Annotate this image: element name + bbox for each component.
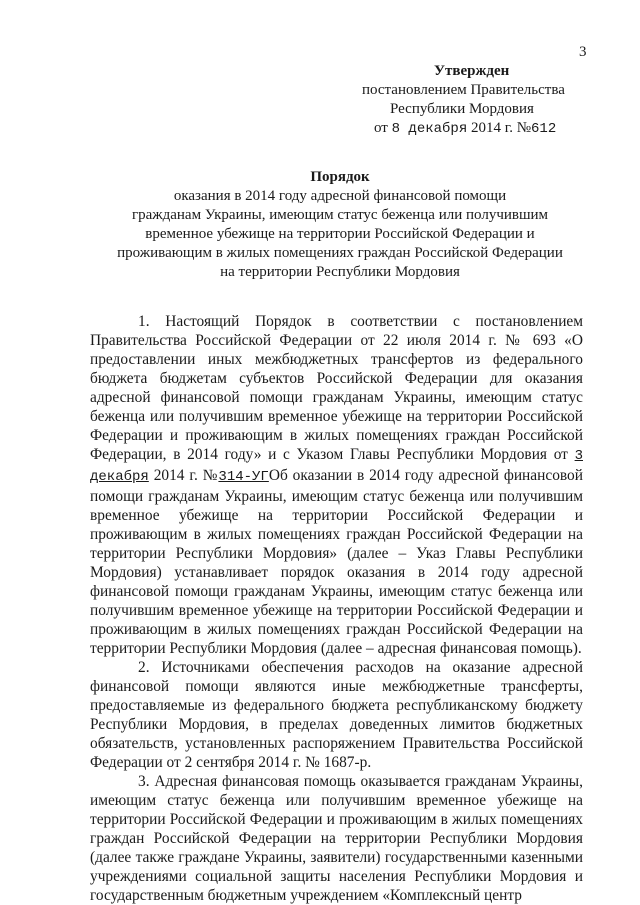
paragraph-1-text-b: 2014 г. № (148, 467, 219, 484)
paragraph-1 (90, 312, 583, 658)
page-number: 3 (579, 44, 587, 60)
document-body (90, 312, 583, 905)
paragraph-1-text-c: Об оказании в 2014 году адресной финансовой помощи гражданам Украины, имеющим статус беженца или получившим временное убежище на территории Российской Федерации и проживающим в жилых помещениях граждан Российской Федерации на территории Республики Мордовия» (далее – Указ Главы Республики Мордовия) устанавливает порядок оказания в 2014 году адресной финансовой помощи гражданам Украины, имеющим статус беженца или получившим временное убежище на территории Российской Федерации и проживающим в жилых помещениях граждан Российской Федерации на территории Республики Мордовия (далее – адресная финансовая помощь). (90, 467, 583, 657)
approval-date-day: 8 декабря (391, 121, 468, 137)
approval-date-year: 2014 г. (470, 120, 513, 136)
approval-line-republic: Республики Мордовия (390, 101, 534, 117)
document-title-block (100, 168, 580, 282)
approval-line-resolution: постановлением Правительства (362, 82, 565, 98)
approval-number: 612 (531, 121, 557, 137)
paragraph-3: 3. Адресная финансовая помощь оказывается гражданам Украины, имеющим статус беженца или получившим временное убежище на территории Российской Федерации и проживающим в жилых помещениях граждан Российской Федерации на территории Республики Мордовия (далее также граждане Украины, заявители) государственными казенными учреждениями социальной защиты населения Республики Мордовия и государственным бюджетным учреждением «Комплексный центр (90, 773, 583, 904)
document-subtitle-line: проживающим в жилых помещениях граждан Российской Федерации (117, 245, 563, 261)
document-subtitle-line: на территории Республики Мордовия (220, 264, 460, 280)
paragraph-2: 2. Источниками обеспечения расходов на оказание адресной финансовой помощи являются иные межбюджетные трансферты, предоставляемые из федерального бюджета республиканскому бюджету Республики Мордовия, в пределах доведенных лимитов бюджетных обязательств, установленных распоряжением Правительства Российской Федерации от 2 сентября 2014 г. № 1687-р. (90, 659, 583, 771)
approval-title: Утвержден (434, 63, 510, 79)
document-title: Порядок (310, 169, 370, 185)
document-subtitle-line: оказания в 2014 году адресной финансовой помощи (173, 188, 507, 204)
document-subtitle-line: временное убежище на территории Российской Федерации и (145, 226, 535, 242)
document-subtitle-line: гражданам Украины, имеющим статус беженца или получившим (131, 207, 549, 223)
decree-number: 314-УГ (218, 469, 269, 485)
approval-stamp (362, 62, 582, 139)
approval-date-line (362, 119, 582, 139)
approval-number-sign: № (516, 120, 532, 136)
paragraph-1-text-a: 1. Настоящий Порядок в соответствии с постановлением Правительства Российской Федерации от 22 июля 2014 г. № 693 «О предоставлении иных межбюджетных трансфертов из федерального бюджета бюджетам субъектов Российской Федерации для оказания адресной финансовой помощи гражданам Украины, имеющим статус беженца или получившим временное убежище на территории Российской Федерации и проживающим в жилых помещениях граждан Российской Федерации, в 2014 году» и с Указом Главы Республики Мордовия от (90, 313, 583, 463)
decree-date: 3 декабря (90, 448, 583, 485)
approval-date-prefix: от (374, 120, 388, 136)
